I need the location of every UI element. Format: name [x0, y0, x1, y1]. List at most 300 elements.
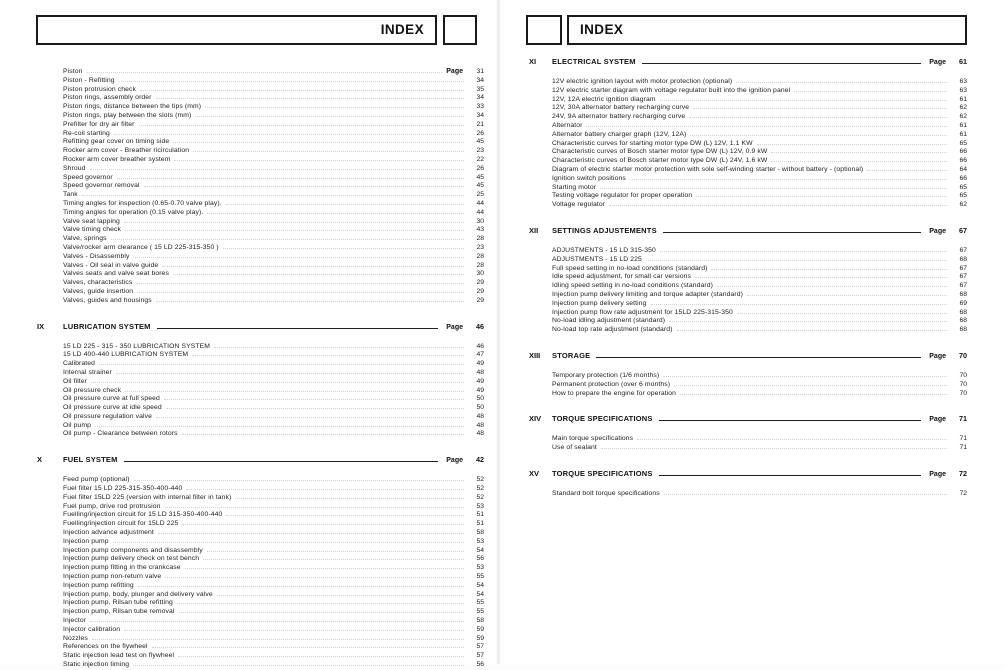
toc-entry — [63, 573, 484, 582]
toc-entry — [63, 200, 484, 209]
dotted-leader — [178, 656, 464, 657]
toc-entry — [552, 157, 967, 166]
toc-entry — [63, 218, 484, 227]
dotted-leader — [193, 151, 464, 152]
entry-page-number: 45 — [476, 138, 484, 146]
dotted-leader — [124, 222, 464, 223]
entry-page-number: 50 — [476, 395, 484, 403]
dotted-leader — [91, 382, 464, 383]
entry-page-number: 69 — [959, 299, 967, 307]
toc-entry — [552, 265, 967, 274]
dotted-leader — [173, 142, 464, 143]
section-entries — [63, 68, 484, 306]
entry-page-number: 62 — [959, 201, 967, 209]
entry-page-number: 65 — [959, 139, 967, 147]
entry-label: Valves, guides and housings — [63, 296, 152, 304]
toc-entry — [552, 140, 967, 149]
toc-entry — [63, 226, 484, 235]
dotted-leader — [771, 161, 947, 162]
toc-entry — [552, 104, 967, 113]
entry-label: Injection pump — [63, 537, 109, 545]
toc-entry — [63, 538, 484, 547]
toc-entry — [63, 582, 484, 591]
page-word: Page — [446, 323, 463, 331]
dotted-leader — [164, 399, 464, 400]
dotted-leader — [747, 295, 947, 296]
entry-page-number: 57 — [476, 652, 484, 660]
dotted-leader — [586, 126, 947, 127]
dotted-leader — [674, 385, 947, 386]
dotted-leader — [693, 108, 947, 109]
dotted-leader — [226, 515, 464, 516]
dotted-leader — [207, 213, 464, 214]
entry-label: 12V electric ignition layout with motor protection (optional) — [552, 78, 733, 85]
toc-entry — [63, 270, 484, 279]
section-rule — [642, 63, 922, 64]
entry-page-number: 61 — [959, 130, 967, 138]
entry-label: Temporary protection (1/6 months) — [552, 371, 660, 379]
entry-label: Oil pressure curve at idle speed — [63, 404, 162, 412]
toc-entry — [63, 86, 484, 95]
section-title: ELECTRICAL SYSTEM — [552, 57, 636, 66]
toc-entry — [63, 369, 484, 378]
entry-page-number: 55 — [476, 608, 484, 616]
entry-page-number: 70 — [959, 380, 967, 388]
toc-entry — [63, 404, 484, 413]
dotted-leader — [144, 186, 464, 187]
entry-page-number: 52 — [476, 476, 484, 484]
dotted-leader — [601, 448, 947, 449]
section-page-number: 67 — [959, 225, 967, 235]
entry-page-number: 22 — [476, 155, 484, 163]
toc-entry — [63, 555, 484, 564]
dotted-leader — [156, 301, 464, 302]
entry-label: No-load top rate adjustment (standard) — [552, 326, 673, 334]
page-word: Page — [929, 352, 946, 360]
section-header — [37, 455, 484, 465]
entry-page-number: 66 — [959, 174, 967, 182]
entry-page-number: 59 — [476, 634, 484, 642]
entry-page-number: 65 — [959, 192, 967, 200]
toc-entry — [63, 422, 484, 431]
entry-label: Injector — [63, 617, 87, 625]
entry-label: Injection pump, Rilsan tube refitting — [63, 599, 173, 607]
entry-page-number: 66 — [959, 157, 967, 165]
section-title: TORQUE SPECIFICATIONS — [552, 468, 653, 478]
toc-entry — [63, 165, 484, 174]
dotted-leader — [711, 269, 947, 270]
dotted-leader — [152, 647, 464, 648]
entry-page-number: 68 — [959, 317, 967, 325]
section-numeral: XI — [529, 57, 537, 66]
section-title: STORAGE — [552, 350, 591, 360]
entry-page-number: 71 — [959, 444, 967, 452]
entry-label: Characteristic curves for starting motor type DW (L) 12V, 1.1 KW — [552, 139, 753, 147]
entry-label: Alternator battery charger graph (12V, 12A) — [552, 130, 687, 138]
entry-label: Injection pump refitting — [63, 581, 134, 589]
toc-entry — [552, 247, 967, 256]
entry-page-number: 45 — [476, 173, 484, 181]
entry-page-number: 26 — [476, 164, 484, 172]
entry-label: Valves - Oil seal in valve guide — [63, 261, 159, 269]
entry-label: Fuelling/injection circuit for 15LD 225 — [63, 520, 179, 528]
dotted-leader — [185, 568, 464, 569]
section-entries — [552, 78, 967, 210]
entry-page-number: 54 — [476, 546, 484, 554]
entry-page-number: 67 — [959, 246, 967, 254]
dotted-leader — [156, 417, 464, 418]
dotted-leader — [95, 426, 464, 427]
toc-entry — [63, 191, 484, 200]
entry-label: Oil filter — [63, 377, 88, 385]
dotted-leader — [677, 330, 947, 331]
toc-entry — [552, 273, 967, 282]
entry-label: Static injection timing — [63, 661, 130, 669]
dotted-leader — [87, 72, 443, 73]
page-divider — [497, 0, 500, 664]
entry-page-number: 30 — [476, 217, 484, 225]
toc-entry — [63, 564, 484, 573]
entry-page-number: 48 — [476, 368, 484, 376]
entry-page-number: 53 — [476, 564, 484, 572]
toc-entry — [552, 192, 967, 201]
toc-entry — [552, 300, 967, 309]
toc-entry — [552, 435, 967, 444]
dotted-leader — [630, 179, 947, 180]
entry-label: Injection pump non-return valve — [63, 573, 162, 581]
entry-label: Valve/rocker arm clearance ( 15 LD 225-315-350 ) — [63, 243, 219, 251]
entry-page-number: 43 — [476, 226, 484, 234]
entry-page-number: 68 — [959, 255, 967, 263]
section-header — [529, 469, 967, 479]
toc-entry — [63, 395, 484, 404]
toc-entry — [63, 94, 484, 103]
dotted-leader — [90, 621, 464, 622]
dotted-leader — [664, 494, 947, 495]
entry-label: Injection pump delivery setting — [552, 299, 647, 307]
toc-entry — [63, 174, 484, 183]
entry-page-number: 49 — [476, 386, 484, 394]
dotted-leader — [119, 81, 464, 82]
entry-label: 12V, 12A electric ignition diagram — [552, 95, 656, 103]
entry-label: Injection pump fitting in the crankcase — [63, 564, 181, 572]
section-entries — [63, 343, 484, 440]
entry-label: Piston rings, distance between the tips (mm) — [63, 103, 202, 111]
entry-page-number: 54 — [476, 590, 484, 598]
entry-label: Use of sealant — [552, 444, 597, 452]
entry-page-number: 54 — [476, 581, 484, 589]
section-page-number: 46 — [476, 321, 484, 331]
dotted-leader — [133, 257, 464, 258]
toc-entry — [552, 372, 967, 381]
toc-entry — [552, 291, 967, 300]
toc-entry — [552, 390, 967, 399]
dotted-leader — [205, 107, 464, 108]
toc-entry — [63, 360, 484, 369]
section-entries — [552, 490, 967, 499]
entry-label: Fuelling/injection circuit for 15 LD 315-350-400-440 — [63, 511, 223, 519]
toc-entry — [552, 87, 967, 96]
toc-entry — [63, 520, 484, 529]
toc-entry — [63, 262, 484, 271]
section-numeral: IX — [37, 321, 45, 331]
toc-entry — [63, 68, 484, 77]
entry-page-number: 31 — [476, 68, 484, 75]
entry-label: Nozzles — [63, 634, 88, 642]
entry-label: Characteristic curves of Bosch starter motor type DW (L) 12V, 0.9 kW — [552, 148, 768, 156]
toc-entry — [552, 282, 967, 291]
section-header — [529, 414, 967, 424]
entry-page-number: 21 — [476, 120, 484, 128]
entry-label: 24V, 9A alternator battery recharging curve — [552, 113, 686, 121]
toc-entry — [63, 430, 484, 439]
toc-entry — [63, 476, 484, 485]
toc-entry — [552, 184, 967, 193]
entry-page-number: 47 — [476, 351, 484, 359]
entry-label: Piston - Refitting — [63, 76, 115, 84]
entry-page-number: 51 — [476, 511, 484, 519]
entry-page-number: 62 — [959, 113, 967, 121]
entry-label: No-load idling adjustment (standard) — [552, 317, 666, 325]
toc-entry — [63, 351, 484, 360]
toc-entry — [63, 652, 484, 661]
toc-section — [529, 414, 967, 453]
entry-page-number: 46 — [476, 342, 484, 350]
entry-page-number: 64 — [959, 165, 967, 173]
toc-entry — [63, 503, 484, 512]
entry-page-number: 30 — [476, 270, 484, 278]
entry-label: Shroud — [63, 164, 86, 172]
entry-label: Piston — [63, 68, 83, 75]
entry-page-number: 44 — [476, 208, 484, 216]
toc-entry — [552, 444, 967, 453]
section-title: TORQUE SPECIFICATIONS — [552, 414, 653, 424]
dotted-leader — [717, 286, 947, 287]
entry-label: Valves, guide insertion — [63, 287, 134, 295]
toc-entry — [63, 547, 484, 556]
empty-tab-box-left — [443, 15, 477, 45]
toc-entry — [552, 175, 967, 184]
dotted-leader — [696, 196, 947, 197]
toc-entry — [63, 147, 484, 156]
dotted-leader — [82, 195, 464, 196]
section-numeral: XII — [529, 225, 539, 235]
entry-page-number: 63 — [959, 78, 967, 85]
toc-entry — [63, 591, 484, 600]
toc-entry — [63, 485, 484, 494]
entry-label: Starting motor — [552, 183, 597, 191]
dotted-leader — [660, 251, 947, 252]
entry-label: Injection pump delivery limiting and torque adapter (standard) — [552, 290, 743, 298]
entry-label: Fuel filter 15LD 225 (version with internal filter in tank) — [63, 493, 232, 501]
entry-label: Oil pressure regulation valve — [63, 412, 153, 420]
dotted-leader — [134, 480, 464, 481]
entry-label: Valve, springs — [63, 235, 107, 243]
section-entries — [552, 435, 967, 453]
page-word: Page — [929, 416, 946, 424]
dotted-leader — [680, 394, 947, 395]
toc-section — [529, 351, 967, 398]
entry-label: 12V electric starter diagram with voltage regulator built into the ignition panel — [552, 86, 791, 94]
entry-page-number: 29 — [476, 279, 484, 287]
toc-entry — [63, 635, 484, 644]
dotted-leader — [140, 90, 464, 91]
dotted-leader — [646, 260, 947, 261]
entry-label: Alternator — [552, 121, 583, 129]
section-title: SETTINGS ADJUSTEMENTS — [552, 225, 657, 235]
entry-page-number: 25 — [476, 191, 484, 199]
entry-page-number: 68 — [959, 290, 967, 298]
section-header — [37, 322, 484, 332]
dotted-leader — [139, 125, 464, 126]
section-page-number: 42 — [476, 455, 484, 465]
dotted-leader — [794, 91, 947, 92]
toc-entry — [63, 643, 484, 652]
dotted-leader — [600, 188, 947, 189]
dotted-leader — [669, 321, 947, 322]
entry-page-number: 34 — [476, 111, 484, 119]
section-entries — [63, 476, 484, 670]
entry-page-number: 28 — [476, 235, 484, 243]
entry-label: Timing angles for inspection (0.65-0.70 valve play). — [63, 199, 222, 207]
dotted-leader — [158, 533, 464, 534]
index-title-right: INDEX — [580, 22, 624, 37]
toc-entry — [63, 626, 484, 635]
entry-label: Oil pressure curve at full speed — [63, 395, 160, 403]
entry-page-number: 44 — [476, 199, 484, 207]
dotted-leader — [165, 577, 464, 578]
section-rule — [124, 461, 439, 462]
dotted-leader — [162, 266, 464, 267]
dotted-leader — [214, 347, 464, 348]
dotted-leader — [124, 630, 464, 631]
entry-page-number: 65 — [959, 183, 967, 191]
dotted-leader — [736, 82, 947, 83]
toc-entry — [63, 209, 484, 218]
entry-page-number: 29 — [476, 296, 484, 304]
toc-entry — [552, 256, 967, 265]
dotted-leader — [137, 292, 464, 293]
entry-page-number: 58 — [476, 617, 484, 625]
page-word: Page — [929, 227, 946, 235]
entry-page-number: 45 — [476, 182, 484, 190]
section-header — [529, 57, 967, 67]
page-word: Page — [929, 470, 946, 478]
toc-entry — [63, 103, 484, 112]
toc-entry — [552, 96, 967, 105]
entry-label: Testing voltage regulator for proper operation — [552, 192, 693, 200]
entry-label: Standard bolt torque specifications — [552, 489, 660, 497]
entry-page-number: 23 — [476, 147, 484, 155]
entry-label: Timing angles for operation (0.15 valve play). — [63, 208, 204, 216]
empty-tab-box-right — [526, 15, 562, 45]
toc-entry — [552, 490, 967, 499]
entry-label: Valve seat lapping — [63, 217, 120, 225]
section-entries — [552, 247, 967, 335]
entry-label: Idling speed setting in no-load conditions (standard) — [552, 282, 713, 290]
entry-page-number: 67 — [959, 273, 967, 281]
dotted-leader — [116, 373, 464, 374]
entry-label: Speed governor removal — [63, 182, 140, 190]
entry-label: Injection pump components and disassembly — [63, 546, 203, 554]
entry-page-number: 55 — [476, 573, 484, 581]
dotted-leader — [690, 135, 947, 136]
toc-section — [529, 226, 967, 335]
toc-entry — [552, 317, 967, 326]
toc-entry — [552, 201, 967, 210]
toc-entry — [552, 122, 967, 131]
dotted-leader — [223, 248, 464, 249]
dotted-leader — [173, 274, 464, 275]
entry-page-number: 66 — [959, 148, 967, 156]
section-page-number: 71 — [959, 414, 967, 424]
toc-section — [37, 455, 484, 670]
section-rule — [157, 328, 439, 329]
entry-label: Rocker arm cover - Breather ricirculation — [63, 147, 190, 155]
entry-label: Injection pump delivery check on test bench — [63, 555, 200, 563]
toc-entry — [63, 297, 484, 306]
entry-page-number: 34 — [476, 76, 484, 84]
entry-page-number: 56 — [476, 661, 484, 669]
entry-page-number: 63 — [959, 86, 967, 94]
entry-label: Oil pressure check — [63, 386, 122, 394]
toc-content-left — [37, 57, 484, 670]
dotted-leader — [182, 434, 464, 435]
toc-entry — [63, 343, 484, 352]
section-rule — [659, 420, 922, 421]
section-numeral: XV — [529, 468, 540, 478]
toc-entry — [63, 387, 484, 396]
entry-label: Re-coil starting — [63, 129, 110, 137]
entry-label: Main torque specifications — [552, 435, 634, 443]
entry-label: Piston rings, play between the slots (mm) — [63, 111, 192, 119]
dotted-leader — [235, 498, 464, 499]
entry-page-number: 62 — [959, 104, 967, 112]
dotted-leader — [156, 98, 464, 99]
toc-entry — [552, 131, 967, 140]
section-header — [529, 226, 967, 236]
dotted-leader — [165, 507, 464, 508]
entry-page-number: 23 — [476, 243, 484, 251]
toc-entry — [552, 113, 967, 122]
dotted-leader — [195, 116, 464, 117]
dotted-leader — [186, 489, 464, 490]
entry-label: Tank — [63, 191, 78, 199]
toc-entry — [63, 235, 484, 244]
dotted-leader — [166, 408, 464, 409]
entry-label: Injection pump, body, plunger and delivery valve — [63, 590, 213, 598]
entry-label: Valve timing check — [63, 226, 121, 234]
dotted-leader — [174, 160, 464, 161]
entry-page-number: 35 — [476, 85, 484, 93]
entry-page-number: 55 — [476, 599, 484, 607]
entry-label: Voltage regulator — [552, 201, 606, 209]
entry-label: 15 LD 225 - 315 - 350 LUBRICATION SYSTEM — [63, 342, 211, 350]
section-page-number: 61 — [959, 57, 967, 66]
page-left — [0, 0, 495, 669]
dotted-leader — [609, 205, 947, 206]
toc-entry — [63, 156, 484, 165]
entry-label: Valves seats and valve seat bores — [63, 270, 169, 278]
toc-entry — [63, 244, 484, 253]
entry-page-number: 68 — [959, 308, 967, 316]
toc-entry — [63, 378, 484, 387]
toc-content-right — [529, 57, 967, 499]
toc-entry — [63, 617, 484, 626]
dotted-leader — [125, 230, 464, 231]
entry-label: Valves, characteristics — [63, 279, 133, 287]
entry-page-number: 28 — [476, 252, 484, 260]
